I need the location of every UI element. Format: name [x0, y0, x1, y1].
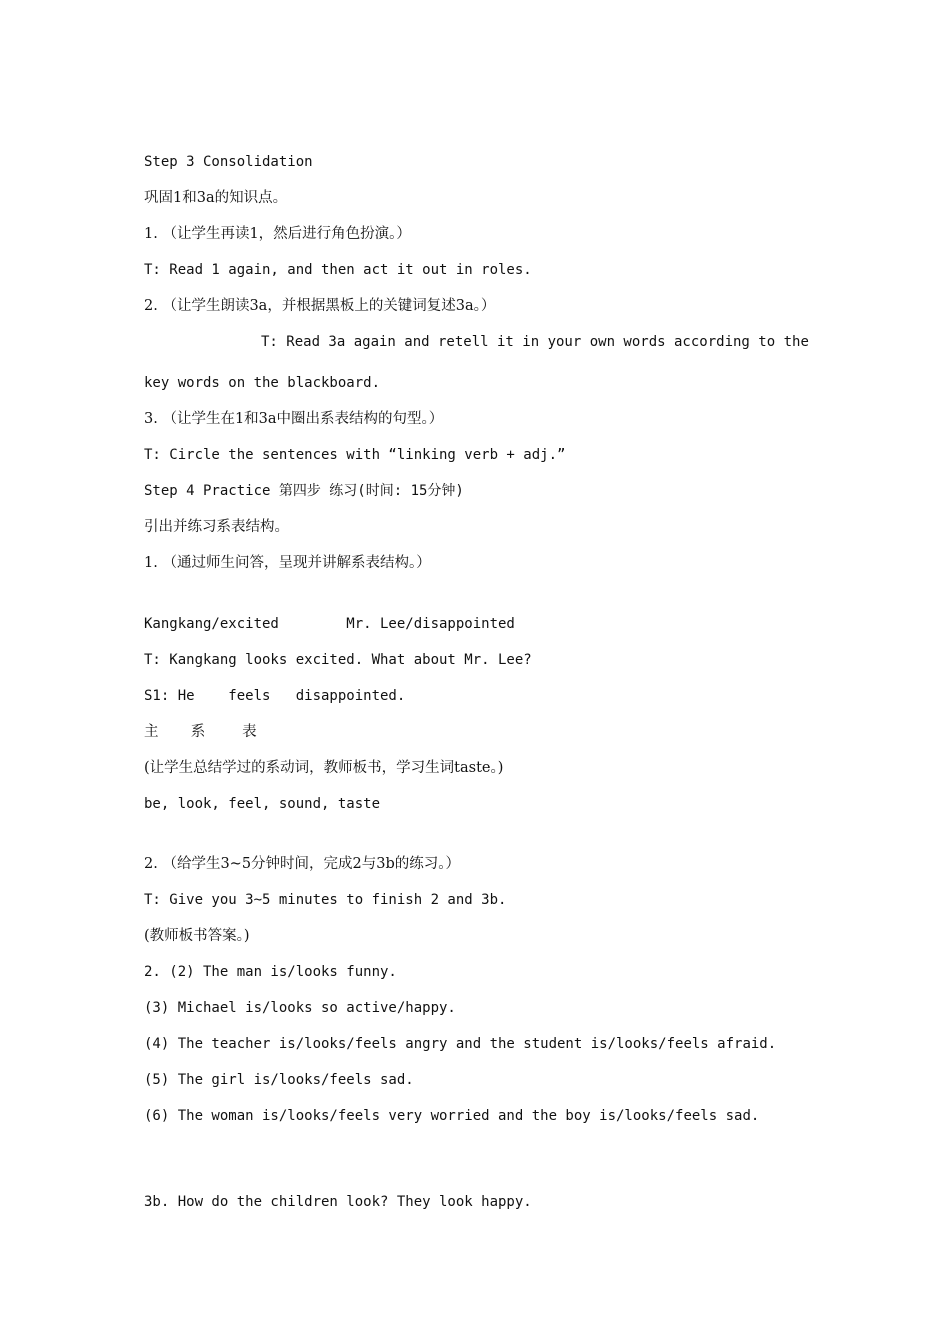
text-line: 1. （让学生再读1，然后进行角色扮演。）: [144, 226, 411, 242]
text-line: (4) The teacher is/looks/feels angry and the student is/looks/feels afraid.: [144, 1036, 777, 1052]
text-line: key words on the blackboard.: [144, 375, 381, 391]
text-line: 3b. How do the children look? They look happy.: [144, 1194, 532, 1210]
text-line: T: Give you 3~5 minutes to finish 2 and 3b.: [144, 892, 507, 908]
text-line: Kangkang/excited Mr. Lee/disappointed: [144, 616, 515, 632]
text-line: T: Kangkang looks excited. What about Mr. Lee?: [144, 652, 532, 668]
text-line: be, look, feel, sound, taste: [144, 796, 381, 812]
text-line: 主 系 表: [144, 724, 257, 740]
text-line: (5) The girl is/looks/feels sad.: [144, 1072, 414, 1088]
text-line: S1: He feels disappointed.: [144, 688, 406, 704]
text-line: 1. （通过师生问答，呈现并讲解系表结构。）: [144, 555, 431, 571]
text-line: (让学生总结学过的系动词，教师板书，学习生词taste。): [144, 760, 504, 776]
text-line: (教师板书答案。): [144, 928, 250, 944]
text-line: T: Circle the sentences with “linking verb + adj.”: [144, 447, 566, 463]
text-line: 巩固1和3a的知识点。: [144, 190, 288, 206]
text-line: (6) The woman is/looks/feels very worried and the boy is/looks/feels sad.: [144, 1108, 760, 1124]
text-line: 3. （让学生在1和3a中圈出系表结构的句型。）: [144, 411, 444, 427]
text-line: 2. （给学生3~5分钟时间，完成2与3b的练习。）: [144, 856, 461, 872]
text-line: 引出并练习系表结构。: [144, 519, 289, 535]
text-line: T: Read 1 again, and then act it out in roles.: [144, 262, 532, 278]
text-line: 2. (2) The man is/looks funny.: [144, 964, 397, 980]
text-line: (3) Michael is/looks so active/happy.: [144, 1000, 456, 1016]
step4-heading: Step 4 Practice 第四步 练习(时间: 15分钟): [144, 483, 464, 499]
text-line: 2. （让学生朗读3a，并根据黑板上的关键词复述3a。）: [144, 298, 496, 314]
step3-heading: Step 3 Consolidation: [144, 154, 313, 170]
text-line: T: Read 3a again and retell it in your own words according to the: [261, 334, 809, 350]
